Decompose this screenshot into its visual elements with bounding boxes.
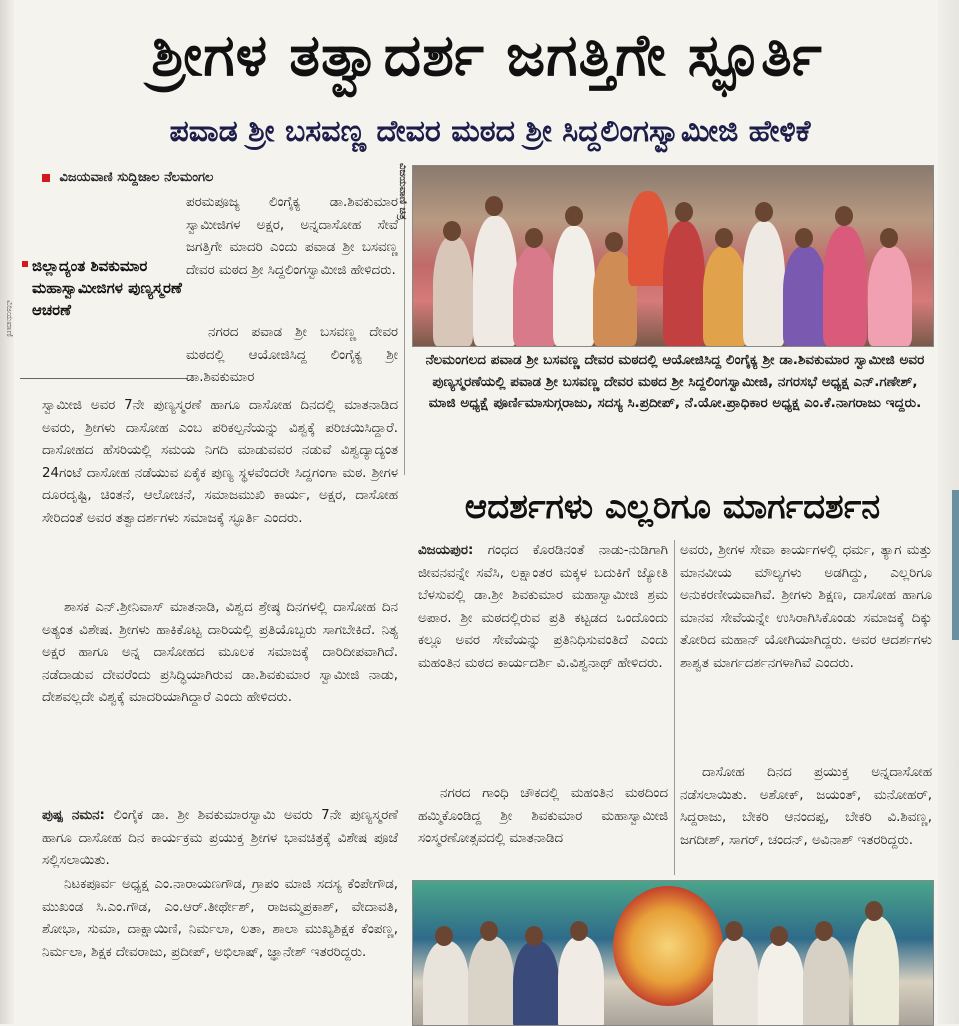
byline [42, 170, 412, 190]
event-photo [412, 165, 934, 347]
pushpa-label: ಪುಷ್ಪ ನಮನ: [42, 808, 105, 823]
photo-credit: ವಿಜಯವಾಣಿ ಚಿತ್ರ [397, 163, 408, 220]
article2-para4: ದಾಸೋಹ ದಿನದ ಪ್ರಯುಕ್ತ ಅನ್ನದಾಸೋಹ ನಡೆಸಲಾಯಿತು. ಅಶೋಕ್, ಜಯಂತ್, ಮನೋಹರ್, ಸಿದ್ದರಾಜು, ಬೇಕರಿ ಆನಂದಪ್ಪ, ಬೇಕರಿ ವಿ.ಶಿವಣ್ಣ, ಜಗದೀಶ್, ಸಾಗರ್, ಚಂದನ್, ಅವಿನಾಶ್ ಇತರರಿದ್ದರು. [680, 765, 932, 848]
article1-para2: ನಗರದ ಪವಾಡ ಶ್ರೀ ಬಸವಣ್ಣ ದೇವರ ಮಠದಲ್ಲಿ ಆಯೋಜಿಸಿದ್ದ ಲಿಂಗೈಕ್ಯ ಶ್ರೀ ಡಾ.ಶಿವಕುಮಾರ [186, 325, 398, 385]
sidebar-highlight-text: ಜಿಲ್ಲಾದ್ಯಂತ ಶಿವಕುಮಾರ ಮಹಾಸ್ವಾಮೀಜಿಗಳ ಪುಣ್ಯಸ್ಮರಣೆ ಆಚರಣೆ [32, 257, 182, 319]
divider [20, 378, 188, 379]
fold-masthead-text: ವಿಜಯವಾಣಿ [4, 300, 14, 337]
article2-para2: ನಗರದ ಗಾಂಧಿ ಚೌಕದಲ್ಲಿ ಮಹಂತಿನ ಮಠದಿಂದ ಹಮ್ಮಿಕೊಂಡಿದ್ದ ಶ್ರೀ ಶಿವಕುಮಾರ ಮಹಾಸ್ವಾಮೀಜಿ ಸಂಸ್ಮರಣೋತ್ಸವದಲ್ಲಿ ಮಾತನಾಡಿದ [418, 786, 668, 846]
dateline: ವಿಜಯಪುರ: [418, 543, 474, 558]
article1-pushpa [42, 805, 398, 873]
article2-para1 [418, 540, 668, 798]
event-photo-2 [412, 880, 934, 1026]
article1-intro: ಪರಮಪೂಜ್ಯ ಲಿಂಗೈಕ್ಯ ಡಾ.ಶಿವಕುಮಾರ ಸ್ವಾಮೀಜಿಗಳ ಅಕ್ಷರ, ಅನ್ನದಾಸೋಹ ಸೇವೆ ಜಗತ್ತಿಗೇ ಮಾದರಿ ಎಂದು ಪವಾಡ ಶ್ರೀ ಬಸವಣ್ಣ ದೇವರ ಮಠದ ಶ್ರೀ ಸಿದ್ದಲಿಂಗಸ್ವಾಮೀಜಿ ಹೇಳಿದರು. [186, 195, 398, 278]
headline: ಶ್ರೀಗಳ ತತ್ವಾದರ್ಶ ಜಗತ್ತಿಗೇ ಸ್ಫೂರ್ತಿ [151, 21, 823, 89]
article1-para4: ನಿಟಕಪೂರ್ವ ಅಧ್ಯಕ್ಷ ಎಂ.ನಾರಾಯಣಗೌಡ, ಗ್ರಾಪಂ ಮಾಜಿ ಸದಸ್ಯ ಕೆಂಪೇಗೌಡ, ಮುಖಂಡ ಸಿ.ಎಂ.ಗೌಡ, ಎಂ.ಆರ್.ತೀರ್ಥೇಶ್, ರಾಜಮ್ಮಪ್ರಕಾಶ್, ವೇದಾವತಿ, ಶೋಭಾ, ಸುಮಾ, ದಾಕ್ಷಾಯಿಣಿ, ನಿರ್ಮಲಾ, ಲತಾ, ಶಾಲಾ ಮುಖ್ಯಶಿಕ್ಷಕ ಕೆಂಪಣ್ಣ, ನಿರ್ಮಲಾ, ಶಿಕ್ಷಕ ದೇವರಾಜು, ಪ್ರದೀಪ್, ಅಭಿಲಾಷ್, ಜ್ಞಾನೇಶ್ ಇತರರಿದ್ದರು. [42, 877, 398, 960]
pushpa-text: ಲಿಂಗೈಕ ಡಾ. ಶ್ರೀ ಶಿವಕುಮಾರಸ್ವಾಮಿ ಅವರು 7ನೇ ಪುಣ್ಯಸ್ಮರಣೆ ಹಾಗೂ ದಾಸೋಹ ದಿನ ಕಾರ್ಯಕ್ರಮ ಪ್ರಯುಕ್ತ ಶ್ರೀಗಳ ಭಾವಚಿತ್ರಕ್ಕೆ ವಿಶೇಷ ಪೂಜೆ ಸಲ್ಲಿಸಲಾಯಿತು. [42, 808, 398, 868]
article2-para1-text: ಗಂಧದ ಕೊರಡಿನಂತೆ ನಾಡು-ನುಡಿಗಾಗಿ ಜೀವನವನ್ನೇ ಸವೆಸಿ, ಲಕ್ಷಾಂತರ ಮಕ್ಕಳ ಬದುಕಿಗೆ ಜ್ಯೋತಿ ಬೆಳಸುವಲ್ಲಿ ಡಾ.ಶ್ರೀ ಶಿವಕುಮಾರ ಮಹಾಸ್ವಾಮೀಜಿ ಶ್ರಮ ಅಪಾರ. ಶ್ರೀ ಮಠದಲ್ಲಿರುವ ಪ್ರತಿ ಕಟ್ಟಡದ ಒಂದೊಂದು ಕಲ್ಲೂ ಅವರ ಸೇವೆಯನ್ನು ಪ್ರತಿನಿಧಿಸುವಂತಿದೆ ಎಂದು ಮಹಂತಿನ ಮಠದ ಕಾರ್ಯದರ್ಶಿ ವಿ.ವಿಶ್ವನಾಥ್ ಹೇಳಿದರು. [418, 543, 668, 671]
sidebar-highlight [22, 255, 182, 370]
photo-caption: ನೆಲಮಂಗಲದ ಪವಾಡ ಶ್ರೀ ಬಸವಣ್ಣ ದೇವರ ಮಠದಲ್ಲಿ ಆಯೋಜಿಸಿದ್ದ ಲಿಂಗೈಕ್ಯ ಶ್ರೀ ಡಾ.ಶಿವಕುಮಾರ ಸ್ವಾಮೀಜಿ ಅವರ ಪುಣ್ಯಸ್ಮರಣೆಯಲ್ಲಿ ಪವಾಡ ಶ್ರೀ ಬಸವಣ್ಣ ದೇವರ ಮಠದ ಶ್ರೀ ಸಿದ್ದಲಿಂಗಸ್ವಾಮೀಜಿ, ನಗರಸಭೆ ಅಧ್ಯಕ್ಷ ಎನ್.ಗಣೇಶ್, ಮಾಜಿ ಅಧ್ಯಕ್ಷೆ ಪೂರ್ಣಿಮಾಸುಗ್ಗರಾಜು, ಸದಸ್ಯ ಸಿ.ಪ್ರದೀಪ್, ನೆ.ಯೋ.ಪ್ರಾಧಿಕಾರ ಅಧ್ಯಕ್ಷ ಎಂ.ಕೆ.ನಾಗರಾಜು ಇದ್ದರು. [425, 352, 925, 411]
article1-body: ಸ್ವಾಮೀಜಿ ಅವರ 7ನೇ ಪುಣ್ಯಸ್ಮರಣೆ ಹಾಗೂ ದಾಸೋಹ ದಿನದಲ್ಲಿ ಮಾತನಾಡಿದ ಅವರು, ಶ್ರೀಗಳು ದಾಸೋಹ ಎಂಬ ಪರಿಕಲ್ಪನೆಯನ್ನು ವಿಶ್ವಕ್ಕೆ ಪರಿಚಯಿಸಿದ್ದಾರೆ. ದಾಸೋಹದ ಹೆಸರಿಯಲ್ಲಿ ಸಮಯ ನಿಗದಿ ಮಾಡುವವರ ನಡುವೆ ವಿಶ್ವದ್ಯಾದ್ಯಂತ 24ಗಂಟೆ ದಾಸೋಹ ನಡೆಯುವ ಏಕೈಕ ಪುಣ್ಯ ಸ್ಥಳವೆಂದರೇ ಸಿದ್ದಗಂಗಾ ಮಠ. ಶ್ರೀಗಳ ದೂರದೃಷ್ಟಿ, ಚಿಂತನೆ, ಆಲೋಚನೆ, ಸಮಾಜಮುಖಿ ಕಾರ್ಯ, ಅಕ್ಷರ, ದಾಸೋಹ ಸೇರಿದಂತೆ ಅವರ ತತ್ವಾದರ್ಶಗಳು ಸಮಾಜಕ್ಕೆ ಸ್ಫೂರ್ತಿ ಎಂದರು. [42, 398, 398, 526]
article2-para3: ಅವರು, ಶ್ರೀಗಳ ಸೇವಾ ಕಾರ್ಯಗಳಲ್ಲಿ ಧರ್ಮ, ತ್ಯಾಗ ಮತ್ತು ಮಾನವೀಯ ಮೌಲ್ಯಗಳು ಅಡಗಿದ್ದು, ಎಲ್ಲರಿಗೂ ಅನುಕರಣೀಯವಾಗಿವೆ. ಶ್ರೀಗಳು ಶಿಕ್ಷಣ, ದಾಸೋಹ ಹಾಗೂ ಮಾನವ ಸೇವೆಯನ್ನೇ ಉಸಿರಾಗಿಸಿಕೊಂಡು ಸಮಾಜಕ್ಕೆ ದಿಕ್ಕು ತೋರಿದ ಮಹಾನ್ ಯೋಗಿಯಾಗಿದ್ದರು. ಅವರ ಆದರ್ಶಗಳು ಶಾಶ್ವತ ಮಾರ್ಗದರ್ಶನಗಳಾಗಿವೆ ಎಂದರು. [680, 543, 932, 671]
column-divider [674, 540, 675, 875]
byline-text: ವಿಜಯವಾಣಿ ಸುದ್ದಿಜಾಲ ನೆಲಮಂಗಲ [59, 170, 214, 185]
subheadline: ಪವಾಡ ಶ್ರೀ ಬಸವಣ್ಣ ದೇವರ ಮಠದ ಶ್ರೀ ಸಿದ್ದಲಿಂಗಸ್ವಾಮೀಜಿ ಹೇಳಿಕೆ [169, 114, 811, 149]
bullet-icon [22, 261, 28, 267]
bullet-icon [42, 174, 50, 182]
adjacent-page-strip [952, 490, 959, 640]
article1-para3: ಶಾಸಕ ಎನ್.ಶ್ರೀನಿವಾಸ್ ಮಾತನಾಡಿ, ವಿಶ್ವದ ಶ್ರೇಷ್ಠ ದಿನಗಳಲ್ಲಿ ದಾಸೋಹ ದಿನ ಅತ್ಯಂತ ವಿಶೇಷ. ಶ್ರೀಗಳು ಹಾಕಿಕೊಟ್ಟ ದಾರಿಯಲ್ಲಿ ಪ್ರತಿಯೊಬ್ಬರು ಸಾಗಬೇಕಿದೆ. ನಿತ್ಯ ಅಕ್ಷರ ಹಾಗೂ ಅನ್ನ ದಾಸೋಹದ ಮೂಲಕ ಸಮಾಜಕ್ಕೆ ದಾರಿದೀಪವಾಗಿದೆ. ನಡೆದಾಡುವ ದೇವರೆಂದು ಪ್ರಸಿದ್ಧಿಯಾಗಿರುವ ಡಾ.ಶಿವಕುಮಾರ ಸ್ವಾಮೀಜಿ ನಾಡು, ದೇಶವಲ್ಲದೇ ವಿಶ್ವಕ್ಕೆ ಮಾದರಿಯಾಗಿದ್ದಾರೆ ಎಂದು ಹೇಳಿದರು. [42, 600, 398, 705]
article2-headline: ಆದರ್ಶಗಳು ಎಲ್ಲರಿಗೂ ಮಾರ್ಗದರ್ಶನ [464, 487, 881, 527]
